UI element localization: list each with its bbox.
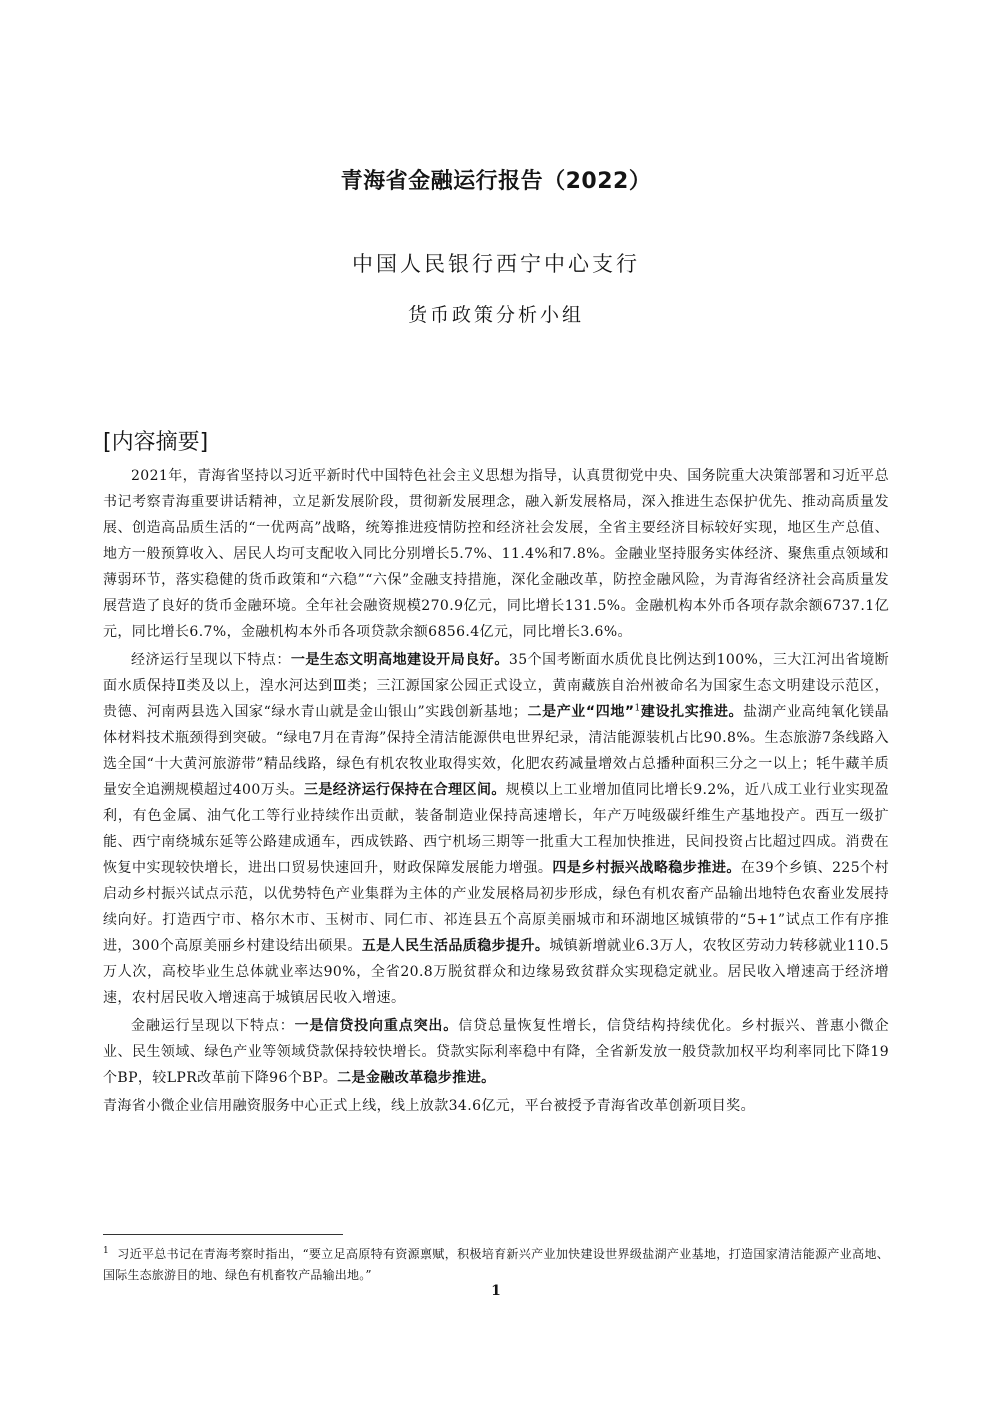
footnote-text: 习近平总书记在青海考察时指出，“要立足高原特有资源禀赋，积极培育新兴产业加快建设世界级盐湖产业基地，打造国家清洁能源产业高地、国际生态旅游目的地、绿色有机畜牧产品输出地。” [103,1247,889,1282]
economy-point-2b: 建设扎实推进。 [640,704,744,720]
footnote-divider [103,1234,343,1235]
economy-text-1: 35个国考断面水质优良比例达到100%，三大江河出省境断面水质保持Ⅱ类及以上，湟水河达到Ⅲ类；三江源国家公园正式设立，黄南藏族自治州被命名为国家生态文明建设示范区，贵德、河南两县选入国家“绿水青山就是金山银山”实践创新基地； [103,652,890,720]
finance-intro: 金融运行呈现以下特点： [131,1018,295,1034]
paragraph-economy [103,647,889,1011]
paragraph-finance [103,1013,889,1091]
finance-text-1: 信贷总量恢复性增长，信贷结构持续优化。乡村振兴、普惠小微企业、民生领域、绿色产业等领域贷款保持较快增长。贷款实际利率稳中有降，全省新发放一般贷款加权平均利率同比下降19个BP，较LPR改革前下降96个BP。 [103,1018,889,1086]
author-organization: 中国人民银行西宁中心支行 [352,252,640,276]
finance-point-2: 二是金融改革稳步推进。 [337,1070,496,1086]
economy-point-1: 一是生态文明高地建设开局良好。 [290,652,509,668]
economy-text-4: 在39个乡镇、225个村启动乡村振兴试点示范，以优势特色产业集群为主体的产业发展格局初步形成，绿色有机农畜产品输出地特色农畜业发展持续向好。打造西宁市、格尔木市、玉树市、同仁市、祁连县五个高原美丽城市和环湖地区城镇带的“5+1”试点工作有序推进，300个高原美丽乡村建设结出硕果。 [103,860,890,954]
economy-point-2: 二是产业“四地” [527,704,635,720]
abstract-heading: [内容摘要] [103,430,209,455]
report-title: 青海省金融运行报告（2022） [340,169,652,194]
economy-text-3: 规模以上工业增加值同比增长9.2%，近八成工业行业实现盈利，有色金属、油气化工等行业持续作出贡献，装备制造业保持高速增长，年产万吨级碳纤维生产基地投产。西互一级扩能、西宁南绕城东延等公路建成通车，西成铁路、西宁机场三期等一批重大工程加快推进，民间投资占比超过四成。消费在恢复中实现较快增长，进出口贸易快速回升，财政保障发展能力增强。 [103,782,889,876]
economy-text-5: 城镇新增就业6.3万人，农牧区劳动力转移就业110.5万人次，高校毕业生总体就业率达90%，全省20.8万脱贫群众和边缘易致贫群众实现稳定就业。居民收入增速高于经济增速，农村居民收入增速高于城镇居民收入增速。 [103,938,889,1006]
footnote-mark: 1 [103,1246,109,1256]
author-group: 货币政策分析小组 [407,304,584,326]
economy-point-4: 四是乡村振兴战略稳步推进。 [552,860,741,876]
economy-text-2: 盐湖产业高纯氧化镁晶体材料技术瓶颈得到突破。“绿电7月在青海”保持全清洁能源供电世界纪录，清洁能源装机占比90.8%。生态旅游7条线路入选全国“十大黄河旅游带”精品线路，绿色有机农牧业取得实效，化肥农药减量增效占总播种面积三分之一以上；牦牛藏羊质量安全追溯规模超过400万头。 [103,704,889,798]
paragraph-continuation: 青海省小微企业信用融资服务中心正式上线，线上放款34.6亿元，平台被授予青海省改革创新项目奖。 [103,1098,755,1114]
economy-point-5: 五是人民生活品质稳步提升。 [361,938,550,954]
page-number: 1 [491,1283,501,1299]
paragraph-overview: 2021年，青海省坚持以习近平新时代中国特色社会主义思想为指导，认真贯彻党中央、国务院重大决策部署和习近平总书记考察青海重要讲话精神，立足新发展阶段，贯彻新发展理念，融入新发展格局，深入推进生态保护优先、推动高质量发展、创造高品质生活的“一优两高”战略，统筹推进疫情防控和经济社会发展，全省主要经济目标较好实现，地区生产总值、地方一般预算收入、居民人均可支配收入同比分别增长5.7%、11.4%和7.8%。金融业坚持服务实体经济、聚焦重点领域和薄弱环节，落实稳健的货币政策和“六稳”“六保”金融支持措施，深化金融改革，防控金融风险，为青海省经济社会高质量发展营造了良好的货币金融环境。全年社会融资规模270.9亿元，同比增长131.5%。金融机构本外币各项存款余额6737.1亿元，同比增长6.7%，金融机构本外币各项贷款余额6856.4亿元，同比增长3.6%。 [103,468,889,640]
footnote [103,1244,889,1286]
abstract-body [103,463,889,1121]
footnote-ref[interactable]: 1 [634,703,641,714]
economy-point-3: 三是经济运行保持在合理区间。 [303,782,506,798]
finance-point-1: 一是信贷投向重点突出。 [294,1018,459,1034]
economy-intro: 经济运行呈现以下特点： [131,652,291,668]
